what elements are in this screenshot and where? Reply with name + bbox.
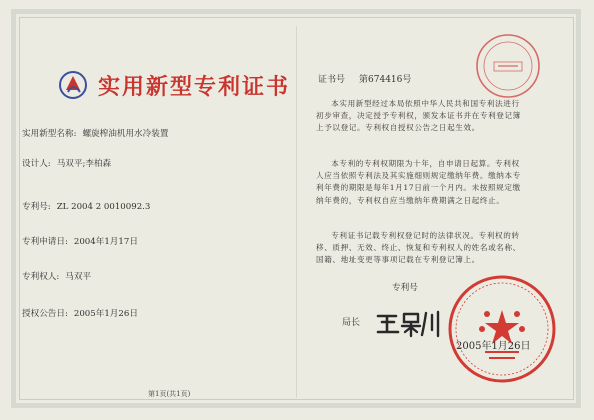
certificate-number — [318, 72, 411, 85]
designer-label: 设计人: — [22, 159, 51, 169]
grant-date-label: 授权公告日: — [22, 309, 68, 319]
state-ip-office-seal-icon — [447, 274, 557, 384]
utility-name-label: 实用新型名称: — [22, 129, 77, 139]
certificate-paragraph-1: 本实用新型经过本局依照中华人民共和国专利法进行初步审查，决定授予专利权，颁发本证书并在专利登记簿上予以登记。专利权自授权公告之日起生效。 — [316, 99, 521, 133]
patentee-value: 马双平 — [65, 272, 92, 282]
designer-row — [22, 157, 111, 169]
patentee-row — [22, 270, 91, 282]
certificate-title — [58, 68, 290, 102]
patent-agency-stamp-icon — [474, 32, 542, 100]
patent-number-label: 专利号: — [22, 202, 51, 212]
utility-name-row — [22, 127, 168, 139]
certificate-paragraph-2: 本专利的专利权期限为十年，自申请日起算。专利权人应当依照专利法及其实施细则规定缴纳年费。缴纳本专利年费的期限是每年1月17日前一个月内。未按照规定缴纳年费的，专利权自应当缴纳年费期满之日起终止。 — [316, 159, 521, 205]
certificate-number-value: 第674416号 — [359, 75, 412, 85]
patentee-label: 专利权人: — [22, 272, 60, 282]
certificate-number-label: 证书号 — [318, 75, 346, 85]
patent-number-row — [22, 200, 150, 212]
seal-date: 2005年1月26日 — [456, 341, 531, 352]
patent-number-value: ZL 2004 2 0010092.3 — [56, 202, 151, 212]
director-title: 局长 — [342, 318, 361, 328]
application-date-label: 专利申请日: — [22, 237, 68, 247]
title-text: 实用新型专利证书 — [98, 74, 291, 100]
utility-name-value: 螺旋榨油机用水冷装置 — [82, 129, 169, 139]
designer-value: 马双平;李柏森 — [56, 159, 112, 169]
patent-number-label-right: 专利号 — [392, 283, 418, 293]
grant-date-row — [22, 307, 138, 319]
center-fold — [296, 26, 297, 398]
application-date-value: 2004年1月17日 — [73, 237, 138, 247]
director-signature — [374, 308, 444, 338]
grant-date-value: 2005年1月26日 — [73, 309, 138, 319]
page-indicator: 第1页(共1页) — [148, 390, 191, 398]
application-date-row — [22, 235, 138, 247]
patent-office-logo-icon — [58, 70, 88, 100]
certificate-paragraph-3: 专利证书记载专利权登记时的法律状况。专利权的转移、质押、无效、终止、恢复和专利权人的姓名或名称、国籍、地址变更等事项记载在专利登记簿上。 — [316, 231, 521, 265]
